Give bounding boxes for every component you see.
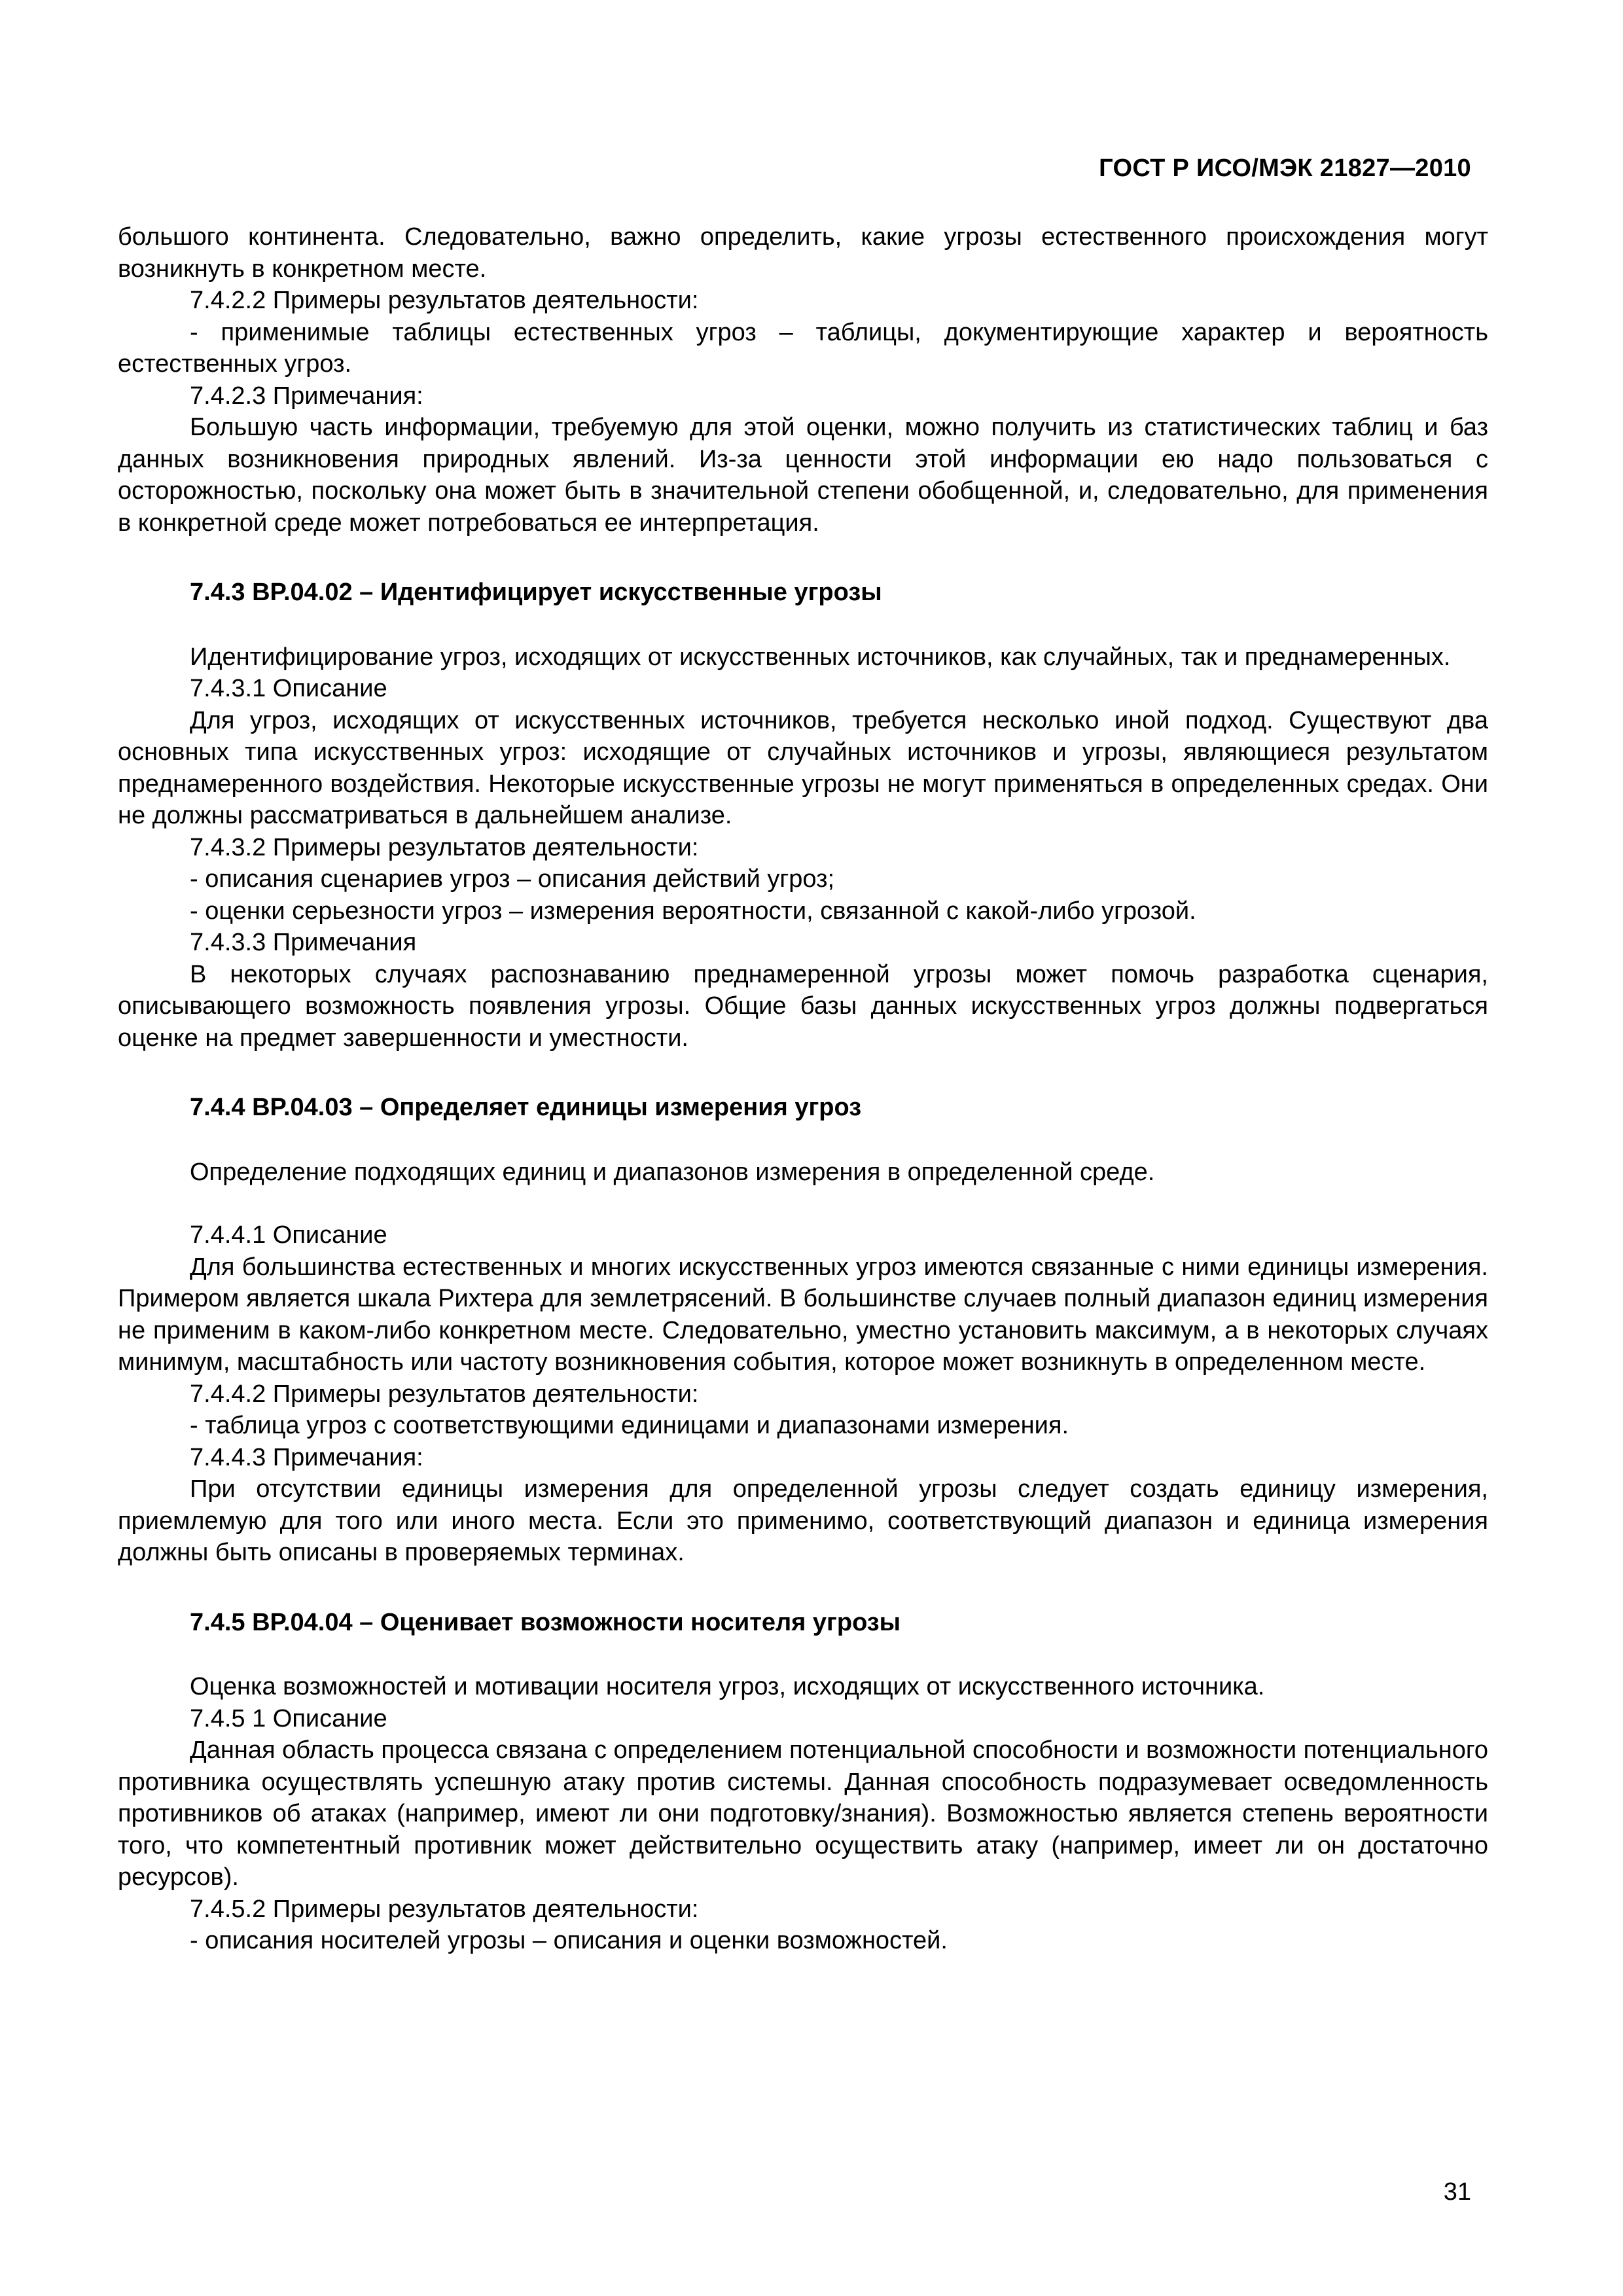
paragraph: Оценка возможностей и мотивации носителя угроз, исходящих от искусственного источника. [190,1673,1265,1700]
subsection-label: 7.4.5.2 Примеры результатов деятельности: [190,1895,699,1923]
subsection-label: 7.4.4.2 Примеры результатов деятельности: [190,1380,699,1408]
subsection-label: 7.4.2.3 Примечания: [190,382,423,410]
paragraph: большого континента. Следовательно, важно определить, какие угрозы естественного происхождения могут возникнуть в конкретном месте. [118,223,1488,283]
section-heading-7-4-3: 7.4.3 BP.04.02 – Идентифицирует искусственные угрозы [190,579,882,606]
paragraph: Для угроз, исходящих от искусственных источников, требуется несколько иной подход. Существуют два основных типа искусственных угроз: исходящие от случайных источников и угрозы, являющиеся результатом преднамеренного воздействия. Некоторые искусственные угрозы не могут применяться в определенных средах. Они не должны рассматриваться в дальнейшем анализе. [118,706,1488,829]
subsection-label: 7.4.4.1 Описание [190,1221,387,1249]
section-heading-7-4-5: 7.4.5 BP.04.04 – Оценивает возможности носителя угрозы [190,1608,901,1636]
document-body [118,221,1488,1957]
subsection-label: 7.4.5 1 Описание [190,1704,387,1732]
paragraph: Определение подходящих единиц и диапазонов измерения в определенной среде. [190,1158,1155,1186]
subsection-label: 7.4.3.1 Описание [190,675,387,702]
list-item: - применимые таблицы естественных угроз – таблицы, документирующие характер и вероятность естественных угроз. [118,318,1488,378]
subsection-label: 7.4.4.3 Примечания: [190,1443,423,1471]
page-number: 31 [1443,2178,1471,2206]
section-heading-7-4-4: 7.4.4 BP.04.03 – Определяет единицы измерения угроз [190,1094,862,1121]
paragraph: В некоторых случаях распознаванию преднамеренной угрозы может помочь разработка сценария, описывающего возможность появления угрозы. Общие базы данных искусственных угроз должны подвергаться оценке на предмет завершенности и уместности. [118,960,1488,1052]
subsection-label: 7.4.3.2 Примеры результатов деятельности: [190,833,699,861]
subsection-label: 7.4.2.2 Примеры результатов деятельности: [190,287,699,314]
list-item: - описания носителей угрозы – описания и оценки возможностей. [190,1927,948,1954]
paragraph: При отсутствии единицы измерения для определенной угрозы следует создать единицу измерения, приемлемую для того или иного места. Если это применимо, соответствующий диапазон и единица измерения должны быть описаны в проверяемых терминах. [118,1475,1488,1566]
paragraph: Идентифицирование угроз, исходящих от искусственных источников, как случайных, так и преднамеренных. [190,643,1451,671]
list-item: - оценки серьезности угроз – измерения вероятности, связанной с какой-либо угрозой. [190,897,1196,925]
list-item: - описания сценариев угроз – описания действий угроз; [190,865,835,893]
paragraph: Большую часть информации, требуемую для этой оценки, можно получить из статистических таблиц и баз данных возникновения природных явлений. Из-за ценности этой информации ею надо пользоваться с осторожностью, поскольку она может быть в значительной степени обобщенной, и, следовательно, для применения в конкретной среде может потребоваться ее интерпретация. [118,414,1488,537]
paragraph: Для большинства естественных и многих искусственных угроз имеются связанные с ними единицы измерения. Примером является шкала Рихтера для землетрясений. В большинстве случаев полный диапазон единиц измерения не применим в каком-либо конкретном месте. Следовательно, уместно установить максимум, а в некоторых случаях минимум, масштабность или частоту возникновения события, которое может возникнуть в определенном месте. [118,1253,1488,1376]
subsection-label: 7.4.3.3 Примечания [190,929,417,956]
list-item: - таблица угроз с соответствующими единицами и диапазонами измерения. [190,1412,1069,1439]
document-header-id: ГОСТ Р ИСО/МЭК 21827—2010 [1099,154,1471,182]
paragraph: Данная область процесса связана с определением потенциальной способности и возможности потенциального противника осуществлять успешную атаку против системы. Данная способность подразумевает осведомленность противников об атаках (например, имеют ли они подготовку/знания). Возможностью является степень вероятности того, что компетентный противник может действительно осуществить атаку (например, имеет ли он достаточно ресурсов). [118,1736,1488,1891]
